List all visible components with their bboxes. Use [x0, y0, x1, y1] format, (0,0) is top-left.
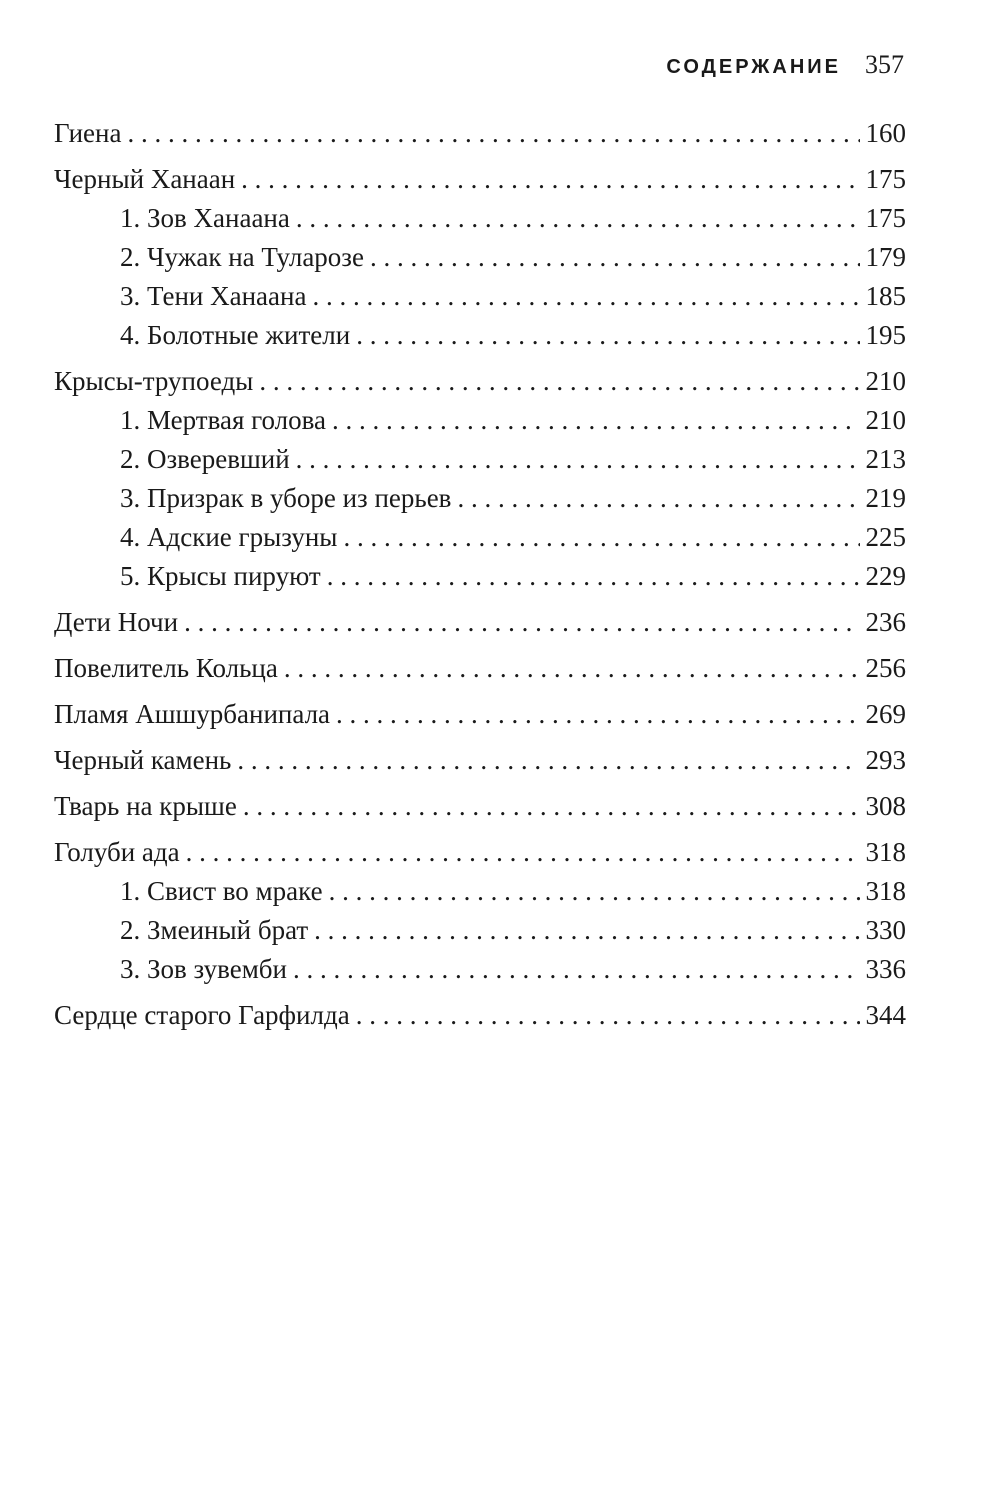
- page-number: 357: [865, 50, 904, 79]
- toc-entry-page: 229: [865, 561, 906, 591]
- toc-entry-page: 219: [865, 483, 906, 513]
- toc-entry: [54, 114, 906, 153]
- toc-entry-page: 256: [865, 653, 906, 683]
- toc-entry-page: 330: [865, 915, 906, 945]
- toc-entry-title: 2. Озверевший: [120, 444, 290, 474]
- dot-leader: [293, 950, 860, 989]
- toc-entry-page: 175: [865, 164, 906, 194]
- toc-entry-page: 210: [865, 366, 906, 396]
- dot-leader: [336, 695, 859, 734]
- dot-leader: [243, 787, 860, 826]
- toc-entry-title: 3. Призрак в уборе из перьев: [120, 483, 452, 513]
- dot-leader: [332, 401, 859, 440]
- toc-subentry: [54, 401, 906, 440]
- toc-subentry: [54, 277, 906, 316]
- toc-entry-title: 5. Крысы пируют: [120, 561, 321, 591]
- toc-entry: [54, 741, 906, 780]
- toc-entry-title: Тварь на крыше: [54, 791, 237, 821]
- toc-subentry: [54, 950, 906, 989]
- toc-entry-title: 1. Мертвая голова: [120, 405, 327, 435]
- toc-entry-page: 213: [865, 444, 906, 474]
- toc-entry-title: Повелитель Кольца: [54, 653, 278, 683]
- toc-subentry: [54, 518, 906, 557]
- toc-entry-title: Черный Ханаан: [54, 164, 236, 194]
- dot-leader: [127, 114, 859, 153]
- toc-entry-title: Голуби ада: [54, 837, 180, 867]
- toc-subentry: [54, 479, 906, 518]
- toc-entry: [54, 649, 906, 688]
- toc-entry-page: 308: [865, 791, 906, 821]
- toc-subentry: [54, 199, 906, 238]
- toc-subentry: [54, 316, 906, 355]
- dot-leader: [343, 518, 859, 557]
- dot-leader: [370, 238, 860, 277]
- dot-leader: [296, 440, 860, 479]
- dot-leader: [284, 649, 860, 688]
- dot-leader: [327, 557, 860, 596]
- dot-leader: [314, 911, 859, 950]
- toc-subentry: [54, 911, 906, 950]
- toc-entry-page: 318: [865, 837, 906, 867]
- toc-entry-page: 195: [865, 320, 906, 350]
- toc-entry-page: 225: [865, 522, 906, 552]
- toc-subentry: [54, 872, 906, 911]
- toc-entry: [54, 787, 906, 826]
- toc-entry-page: 336: [865, 954, 906, 984]
- dot-leader: [237, 741, 859, 780]
- dot-leader: [356, 316, 859, 355]
- toc-entry: [54, 160, 906, 199]
- toc-entry-title: 2. Змеиный брат: [120, 915, 309, 945]
- toc-entry: [54, 362, 906, 401]
- toc-entry: [54, 996, 906, 1035]
- toc-entry: [54, 603, 906, 642]
- toc-entry-title: 4. Адские грызуны: [120, 522, 338, 552]
- toc-entry-page: 179: [865, 242, 906, 272]
- dot-leader: [296, 199, 860, 238]
- toc-entry-page: 344: [865, 1000, 906, 1030]
- dot-leader: [329, 872, 860, 911]
- toc-entry-title: 4. Болотные жители: [120, 320, 351, 350]
- table-of-contents: [54, 114, 906, 1035]
- toc-entry-title: 2. Чужак на Туларозе: [120, 242, 364, 272]
- toc-entry-title: Сердце старого Гарфилда: [54, 1000, 350, 1030]
- toc-subentry: [54, 557, 906, 596]
- toc-entry-page: 160: [865, 118, 906, 148]
- toc-entry-title: 1. Зов Ханаана: [120, 203, 290, 233]
- running-header-title: СОДЕРЖАНИЕ: [666, 56, 841, 78]
- toc-entry-page: 318: [865, 876, 906, 906]
- toc-entry-page: 269: [865, 699, 906, 729]
- dot-leader: [186, 833, 860, 872]
- dot-leader: [356, 996, 860, 1035]
- running-header: [666, 50, 904, 80]
- toc-entry-title: Гиена: [54, 118, 122, 148]
- dot-leader: [457, 479, 859, 518]
- toc-entry-page: 210: [865, 405, 906, 435]
- toc-entry-title: Черный камень: [54, 745, 232, 775]
- toc-entry-title: Крысы-трупоеды: [54, 366, 254, 396]
- toc-entry-title: 3. Тени Ханаана: [120, 281, 307, 311]
- toc-entry-page: 236: [865, 607, 906, 637]
- dot-leader: [241, 160, 859, 199]
- dot-leader: [184, 603, 859, 642]
- toc-entry: [54, 833, 906, 872]
- toc-entry-page: 293: [865, 745, 906, 775]
- toc-entry-title: Пламя Ашшурбанипала: [54, 699, 331, 729]
- toc-entry-title: Дети Ночи: [54, 607, 179, 637]
- toc-entry-title: 3. Зов зувемби: [120, 954, 287, 984]
- toc-subentry: [54, 238, 906, 277]
- dot-leader: [312, 277, 859, 316]
- toc-entry: [54, 695, 906, 734]
- toc-entry-title: 1. Свист во мраке: [120, 876, 323, 906]
- toc-entry-page: 175: [865, 203, 906, 233]
- toc-subentry: [54, 440, 906, 479]
- dot-leader: [259, 362, 859, 401]
- toc-entry-page: 185: [865, 281, 906, 311]
